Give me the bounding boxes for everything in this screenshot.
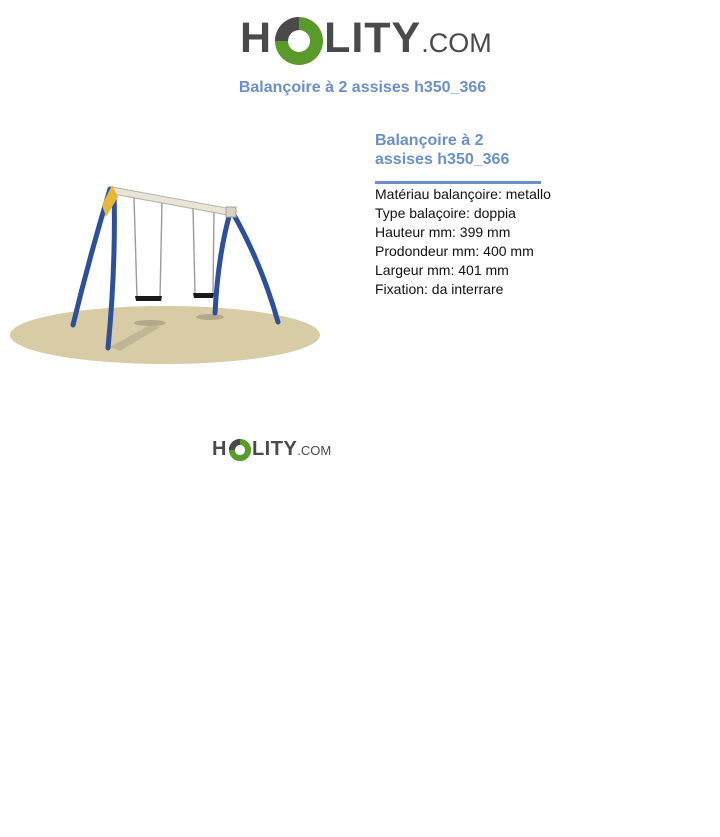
heading-divider	[375, 181, 541, 184]
spec-item-depth: Prodondeur mm: 400 mm	[375, 243, 534, 259]
product-heading-line-1: Balançoire à 2	[375, 132, 484, 149]
spec-item-fixation: Fixation: da interrare	[375, 281, 504, 297]
holity-logo[interactable]	[240, 10, 492, 71]
logo-small-letter-h: H	[212, 438, 227, 460]
product-specs-list	[375, 185, 551, 299]
product-heading-line-2: assises h350_366	[375, 151, 510, 168]
logo-small-o-icon	[228, 438, 252, 462]
holity-logo-small[interactable]	[212, 434, 331, 466]
logo-small-letters-lity: LITY	[251, 438, 298, 460]
logo-suffix: .COM	[421, 28, 492, 58]
spec-item-material: Matériau balançoire: metallo	[375, 186, 551, 202]
spec-item-type: Type balaçoire: doppia	[375, 205, 516, 221]
logo-o-icon	[273, 15, 325, 67]
logo-letter-h: H	[240, 14, 273, 62]
logo-letters-lity: LITY	[324, 14, 422, 62]
spec-item-width: Largeur mm: 401 mm	[375, 262, 509, 278]
swing-set-image	[0, 175, 330, 375]
logo-small-suffix: .COM	[297, 443, 332, 458]
spec-item-height: Hauteur mm: 399 mm	[375, 224, 511, 240]
product-heading	[375, 131, 545, 169]
page-title: Balançoire à 2 assises h350_366	[238, 79, 487, 96]
